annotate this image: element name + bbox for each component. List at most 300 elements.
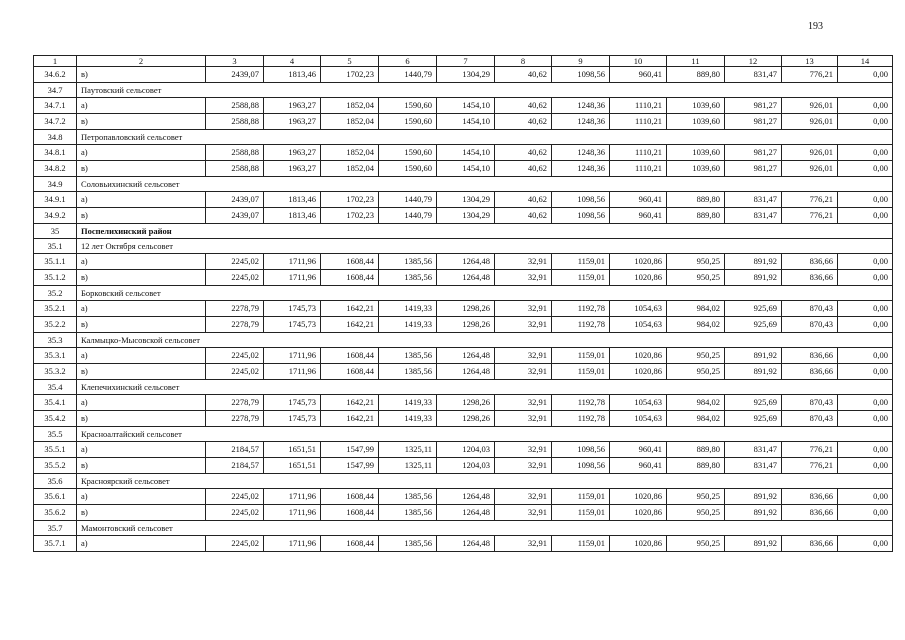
table-cell: 0,00 <box>838 161 893 177</box>
table-cell: 1590,60 <box>379 145 437 161</box>
table-cell: 836,66 <box>782 254 838 270</box>
table-cell: 776,21 <box>782 442 838 458</box>
table-cell: 1963,27 <box>264 114 321 130</box>
table-cell: 1454,10 <box>437 145 495 161</box>
tariff-table <box>33 55 893 552</box>
table-cell: 1440,79 <box>379 192 437 208</box>
table-cell: 1642,21 <box>321 301 379 317</box>
row-code: 35.4.2 <box>34 411 77 427</box>
table-cell: 32,91 <box>495 442 552 458</box>
table-cell: 925,69 <box>725 301 782 317</box>
table-cell: 981,27 <box>725 145 782 161</box>
table-cell: 1651,51 <box>264 458 321 474</box>
table-cell: 776,21 <box>782 208 838 224</box>
table-row <box>34 442 893 458</box>
table-cell: 891,92 <box>725 364 782 380</box>
table-cell: 870,43 <box>782 411 838 427</box>
table-cell: 1385,56 <box>379 254 437 270</box>
row-label: в) <box>77 505 206 521</box>
table-cell: 1264,48 <box>437 348 495 364</box>
row-label: в) <box>77 458 206 474</box>
table-cell: 1039,60 <box>667 145 725 161</box>
table-cell: 960,41 <box>610 208 667 224</box>
table-row <box>34 192 893 208</box>
table-cell: 891,92 <box>725 348 782 364</box>
column-header: 3 <box>206 56 264 67</box>
table-cell: 1264,48 <box>437 254 495 270</box>
table-cell: 40,62 <box>495 192 552 208</box>
row-label: а) <box>77 536 206 552</box>
table-cell: 40,62 <box>495 145 552 161</box>
section-title: Калмыцко-Мысовской сельсовет <box>77 333 893 348</box>
table-cell: 1020,86 <box>610 536 667 552</box>
column-header: 1 <box>34 56 77 67</box>
table-cell: 1204,03 <box>437 458 495 474</box>
table-cell: 926,01 <box>782 145 838 161</box>
table-cell: 836,66 <box>782 536 838 552</box>
table-cell: 1054,63 <box>610 395 667 411</box>
row-code: 34.8.1 <box>34 145 77 161</box>
table-cell: 1852,04 <box>321 98 379 114</box>
table-cell: 776,21 <box>782 192 838 208</box>
table-cell: 32,91 <box>495 270 552 286</box>
table-cell: 1159,01 <box>552 254 610 270</box>
row-label: а) <box>77 348 206 364</box>
table-cell: 1020,86 <box>610 505 667 521</box>
table-cell: 891,92 <box>725 254 782 270</box>
table-cell: 1385,56 <box>379 364 437 380</box>
section-title: Клепечихинский сельсовет <box>77 380 893 395</box>
table-cell: 1264,48 <box>437 364 495 380</box>
table-cell: 32,91 <box>495 254 552 270</box>
table-cell: 836,66 <box>782 270 838 286</box>
table-cell: 1192,78 <box>552 395 610 411</box>
table-cell: 32,91 <box>495 536 552 552</box>
table-cell: 32,91 <box>495 395 552 411</box>
table-cell: 1264,48 <box>437 489 495 505</box>
table-cell: 1098,56 <box>552 442 610 458</box>
table-cell: 1298,26 <box>437 301 495 317</box>
table-cell: 0,00 <box>838 208 893 224</box>
table-cell: 1963,27 <box>264 98 321 114</box>
row-code: 35.6.2 <box>34 505 77 521</box>
section-row <box>34 521 893 536</box>
table-cell: 1852,04 <box>321 114 379 130</box>
section-title: Борковский сельсовет <box>77 286 893 301</box>
row-label: в) <box>77 67 206 83</box>
section-title: Поспелихинский район <box>77 224 893 239</box>
table-cell: 1745,73 <box>264 395 321 411</box>
column-header: 8 <box>495 56 552 67</box>
table-cell: 1054,63 <box>610 301 667 317</box>
table-cell: 889,80 <box>667 208 725 224</box>
row-code: 35.2.2 <box>34 317 77 333</box>
table-cell: 1020,86 <box>610 364 667 380</box>
table-cell: 1440,79 <box>379 208 437 224</box>
table-cell: 1098,56 <box>552 192 610 208</box>
table-cell: 836,66 <box>782 489 838 505</box>
table-cell: 1298,26 <box>437 317 495 333</box>
table-cell: 1440,79 <box>379 67 437 83</box>
table-cell: 1651,51 <box>264 442 321 458</box>
row-label: в) <box>77 364 206 380</box>
row-code: 35.1.2 <box>34 270 77 286</box>
table-cell: 2184,57 <box>206 442 264 458</box>
table-cell: 981,27 <box>725 161 782 177</box>
table-cell: 1745,73 <box>264 411 321 427</box>
table-cell: 1098,56 <box>552 67 610 83</box>
table-cell: 2278,79 <box>206 395 264 411</box>
table-cell: 981,27 <box>725 114 782 130</box>
table-cell: 1419,33 <box>379 317 437 333</box>
table-row <box>34 458 893 474</box>
table-cell: 40,62 <box>495 98 552 114</box>
table-cell: 984,02 <box>667 395 725 411</box>
table-cell: 1264,48 <box>437 270 495 286</box>
table-cell: 1547,99 <box>321 442 379 458</box>
header-row <box>34 56 893 67</box>
table-row <box>34 505 893 521</box>
section-row <box>34 224 893 239</box>
table-cell: 2588,88 <box>206 98 264 114</box>
row-code: 35.5.2 <box>34 458 77 474</box>
row-code: 35 <box>34 224 77 239</box>
table-cell: 1264,48 <box>437 536 495 552</box>
table-cell: 984,02 <box>667 301 725 317</box>
table-cell: 950,25 <box>667 348 725 364</box>
table-cell: 32,91 <box>495 317 552 333</box>
table-cell: 1590,60 <box>379 161 437 177</box>
table-cell: 1419,33 <box>379 411 437 427</box>
table-cell: 2245,02 <box>206 536 264 552</box>
table-row <box>34 145 893 161</box>
table-cell: 1813,46 <box>264 208 321 224</box>
table-cell: 926,01 <box>782 114 838 130</box>
table-cell: 1590,60 <box>379 114 437 130</box>
table-cell: 1098,56 <box>552 458 610 474</box>
table-cell: 0,00 <box>838 505 893 521</box>
table-cell: 925,69 <box>725 395 782 411</box>
table-cell: 32,91 <box>495 411 552 427</box>
table-cell: 1963,27 <box>264 161 321 177</box>
table-cell: 1608,44 <box>321 536 379 552</box>
table-cell: 0,00 <box>838 301 893 317</box>
table-cell: 32,91 <box>495 489 552 505</box>
row-label: а) <box>77 192 206 208</box>
table-cell: 1711,96 <box>264 270 321 286</box>
row-label: в) <box>77 411 206 427</box>
table-cell: 836,66 <box>782 505 838 521</box>
table-cell: 1039,60 <box>667 114 725 130</box>
table-cell: 1963,27 <box>264 145 321 161</box>
row-code: 34.9 <box>34 177 77 192</box>
table-cell: 0,00 <box>838 114 893 130</box>
table-cell: 831,47 <box>725 458 782 474</box>
table-cell: 1711,96 <box>264 489 321 505</box>
table-cell: 836,66 <box>782 364 838 380</box>
row-code: 35.4 <box>34 380 77 395</box>
row-code: 34.7.1 <box>34 98 77 114</box>
table-cell: 891,92 <box>725 536 782 552</box>
row-label: а) <box>77 442 206 458</box>
table-cell: 1454,10 <box>437 114 495 130</box>
table-cell: 1298,26 <box>437 411 495 427</box>
table-cell: 1547,99 <box>321 458 379 474</box>
table-cell: 32,91 <box>495 301 552 317</box>
row-code: 35.5.1 <box>34 442 77 458</box>
table-cell: 960,41 <box>610 67 667 83</box>
table-cell: 1325,11 <box>379 442 437 458</box>
table-cell: 2245,02 <box>206 505 264 521</box>
table-cell: 926,01 <box>782 161 838 177</box>
table-row <box>34 114 893 130</box>
table-cell: 1711,96 <box>264 536 321 552</box>
table-cell: 40,62 <box>495 161 552 177</box>
table-cell: 1204,03 <box>437 442 495 458</box>
section-title: Пaутовский сельсовет <box>77 83 893 98</box>
table-cell: 2245,02 <box>206 348 264 364</box>
table-cell: 950,25 <box>667 489 725 505</box>
table-cell: 0,00 <box>838 67 893 83</box>
table-cell: 1192,78 <box>552 411 610 427</box>
table-row <box>34 270 893 286</box>
table-cell: 0,00 <box>838 145 893 161</box>
column-header: 13 <box>782 56 838 67</box>
table-cell: 1248,36 <box>552 98 610 114</box>
table-row <box>34 208 893 224</box>
table-cell: 1325,11 <box>379 458 437 474</box>
table-cell: 1385,56 <box>379 536 437 552</box>
table-cell: 0,00 <box>838 536 893 552</box>
table-cell: 1264,48 <box>437 505 495 521</box>
table-cell: 1098,56 <box>552 208 610 224</box>
table-cell: 1248,36 <box>552 145 610 161</box>
row-code: 35.6.1 <box>34 489 77 505</box>
table-cell: 1711,96 <box>264 364 321 380</box>
table-cell: 1110,21 <box>610 114 667 130</box>
table-row <box>34 317 893 333</box>
column-header: 5 <box>321 56 379 67</box>
row-code: 35.5 <box>34 427 77 442</box>
row-code: 34.6.2 <box>34 67 77 83</box>
table-cell: 889,80 <box>667 67 725 83</box>
row-code: 35.7 <box>34 521 77 536</box>
table-cell: 889,80 <box>667 442 725 458</box>
table-cell: 0,00 <box>838 98 893 114</box>
table-cell: 32,91 <box>495 505 552 521</box>
table-cell: 1608,44 <box>321 489 379 505</box>
table-cell: 1813,46 <box>264 67 321 83</box>
row-label: в) <box>77 270 206 286</box>
table-cell: 32,91 <box>495 348 552 364</box>
table-cell: 1702,23 <box>321 67 379 83</box>
table-cell: 2439,07 <box>206 192 264 208</box>
table-cell: 1054,63 <box>610 317 667 333</box>
table-row <box>34 254 893 270</box>
row-label: а) <box>77 145 206 161</box>
table-cell: 0,00 <box>838 411 893 427</box>
table-cell: 1159,01 <box>552 489 610 505</box>
table-cell: 1248,36 <box>552 114 610 130</box>
table-cell: 1745,73 <box>264 301 321 317</box>
table-row <box>34 489 893 505</box>
row-label: а) <box>77 395 206 411</box>
row-code: 34.9.2 <box>34 208 77 224</box>
column-header: 2 <box>77 56 206 67</box>
table-cell: 831,47 <box>725 442 782 458</box>
table-cell: 2588,88 <box>206 161 264 177</box>
table-cell: 1110,21 <box>610 145 667 161</box>
table-cell: 1159,01 <box>552 364 610 380</box>
table-cell: 2278,79 <box>206 411 264 427</box>
table-cell: 1304,29 <box>437 192 495 208</box>
table-row <box>34 395 893 411</box>
table-cell: 1852,04 <box>321 161 379 177</box>
row-code: 34.7 <box>34 83 77 98</box>
table-cell: 1248,36 <box>552 161 610 177</box>
row-code: 35.7.1 <box>34 536 77 552</box>
table-cell: 831,47 <box>725 192 782 208</box>
table-cell: 1608,44 <box>321 348 379 364</box>
table-cell: 0,00 <box>838 458 893 474</box>
table-cell: 960,41 <box>610 458 667 474</box>
table-cell: 870,43 <box>782 301 838 317</box>
table-cell: 1385,56 <box>379 270 437 286</box>
section-row <box>34 380 893 395</box>
table-cell: 2588,88 <box>206 145 264 161</box>
table-cell: 1608,44 <box>321 364 379 380</box>
table-cell: 1711,96 <box>264 505 321 521</box>
column-header: 6 <box>379 56 437 67</box>
column-header: 11 <box>667 56 725 67</box>
table-cell: 2278,79 <box>206 301 264 317</box>
row-code: 34.8.2 <box>34 161 77 177</box>
table-cell: 2184,57 <box>206 458 264 474</box>
row-label: в) <box>77 317 206 333</box>
section-title: Красноалтайский сельсовет <box>77 427 893 442</box>
table-cell: 2278,79 <box>206 317 264 333</box>
section-title: Мамонтовский сельсовет <box>77 521 893 536</box>
table-cell: 40,62 <box>495 67 552 83</box>
table-cell: 0,00 <box>838 254 893 270</box>
table-cell: 1159,01 <box>552 536 610 552</box>
table-cell: 960,41 <box>610 192 667 208</box>
section-row <box>34 177 893 192</box>
table-cell: 0,00 <box>838 270 893 286</box>
table-cell: 1039,60 <box>667 161 725 177</box>
row-code: 35.3.2 <box>34 364 77 380</box>
section-row <box>34 333 893 348</box>
table-cell: 1192,78 <box>552 317 610 333</box>
table-row <box>34 161 893 177</box>
table-cell: 1813,46 <box>264 192 321 208</box>
table-cell: 870,43 <box>782 317 838 333</box>
table-cell: 889,80 <box>667 192 725 208</box>
table-cell: 2245,02 <box>206 489 264 505</box>
row-code: 34.9.1 <box>34 192 77 208</box>
table-cell: 984,02 <box>667 411 725 427</box>
table-cell: 1020,86 <box>610 489 667 505</box>
row-code: 35.6 <box>34 474 77 489</box>
table-cell: 1020,86 <box>610 348 667 364</box>
table-cell: 1419,33 <box>379 395 437 411</box>
table-cell: 0,00 <box>838 442 893 458</box>
table-cell: 1298,26 <box>437 395 495 411</box>
table-cell: 950,25 <box>667 536 725 552</box>
table-cell: 1454,10 <box>437 161 495 177</box>
table-cell: 40,62 <box>495 208 552 224</box>
table-cell: 2588,88 <box>206 114 264 130</box>
row-code: 35.2.1 <box>34 301 77 317</box>
table-cell: 2439,07 <box>206 67 264 83</box>
column-header: 9 <box>552 56 610 67</box>
table-cell: 981,27 <box>725 98 782 114</box>
table-cell: 1385,56 <box>379 505 437 521</box>
section-row <box>34 474 893 489</box>
table-cell: 0,00 <box>838 317 893 333</box>
table-cell: 2439,07 <box>206 208 264 224</box>
column-header: 7 <box>437 56 495 67</box>
table-cell: 1608,44 <box>321 254 379 270</box>
section-row <box>34 130 893 145</box>
table-cell: 0,00 <box>838 395 893 411</box>
column-header: 4 <box>264 56 321 67</box>
table-cell: 984,02 <box>667 317 725 333</box>
table-row <box>34 411 893 427</box>
table-row <box>34 67 893 83</box>
table-cell: 1711,96 <box>264 254 321 270</box>
table-cell: 831,47 <box>725 208 782 224</box>
column-header: 10 <box>610 56 667 67</box>
section-title: Соловьихинский сельсовет <box>77 177 893 192</box>
section-title: Красноярский сельсовет <box>77 474 893 489</box>
table-cell: 1020,86 <box>610 270 667 286</box>
row-code: 34.8 <box>34 130 77 145</box>
table-cell: 891,92 <box>725 270 782 286</box>
section-row <box>34 239 893 254</box>
row-code: 35.3.1 <box>34 348 77 364</box>
table-cell: 1711,96 <box>264 348 321 364</box>
table-cell: 1020,86 <box>610 254 667 270</box>
row-label: а) <box>77 98 206 114</box>
section-title: Петропавловский сельсовет <box>77 130 893 145</box>
table-cell: 960,41 <box>610 442 667 458</box>
table-cell: 950,25 <box>667 505 725 521</box>
table-cell: 776,21 <box>782 67 838 83</box>
row-label: в) <box>77 208 206 224</box>
table-row <box>34 301 893 317</box>
table-cell: 1039,60 <box>667 98 725 114</box>
table-row <box>34 536 893 552</box>
table-cell: 776,21 <box>782 458 838 474</box>
table-cell: 831,47 <box>725 67 782 83</box>
table-row <box>34 98 893 114</box>
table-cell: 1852,04 <box>321 145 379 161</box>
table-cell: 1702,23 <box>321 192 379 208</box>
table-cell: 1642,21 <box>321 395 379 411</box>
section-title: 12 лет Октября сельсовет <box>77 239 893 254</box>
table-cell: 0,00 <box>838 489 893 505</box>
row-code: 35.1 <box>34 239 77 254</box>
table-cell: 1608,44 <box>321 270 379 286</box>
table-cell: 2245,02 <box>206 270 264 286</box>
table-cell: 1454,10 <box>437 98 495 114</box>
column-header: 14 <box>838 56 893 67</box>
table-cell: 925,69 <box>725 411 782 427</box>
table-cell: 1054,63 <box>610 411 667 427</box>
table-cell: 1419,33 <box>379 301 437 317</box>
table-cell: 836,66 <box>782 348 838 364</box>
